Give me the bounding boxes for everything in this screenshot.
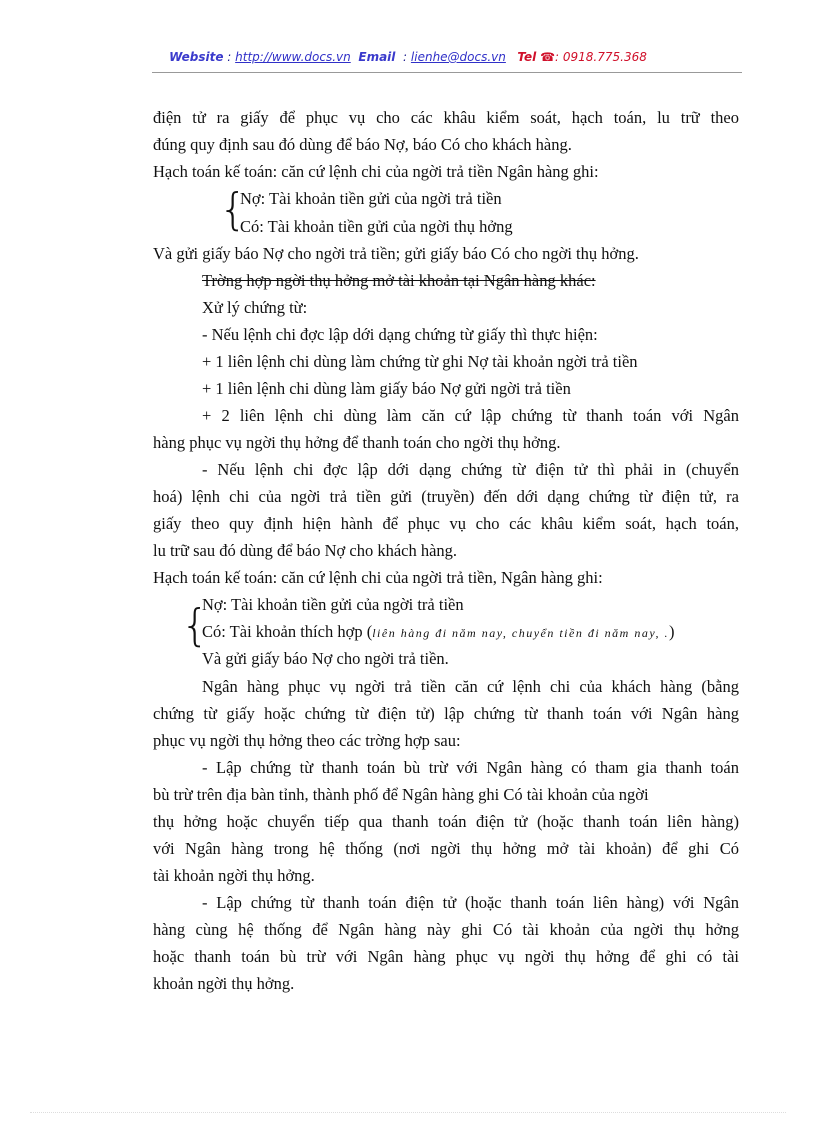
text-line: hoá) lệnh chi của ngời trả tiền gửi (truyền) đến dới dạng chứng từ điện tử, ra [153,487,739,506]
header-divider [152,72,742,73]
text-line: hàng phục vụ ngời thụ hởng để thanh toán cho ngời thụ hởng. [153,433,561,452]
text-line: điện tử ra giấy để phục vụ cho các khâu kiểm soát, hạch toán, lu trữ theo [153,108,739,127]
text-line: với Ngân hàng trong hệ thống (nơi ngời thụ hởng mở tài khoản) để ghi Có [153,839,739,858]
italic-note: liên hàng đi năm nay, chuyển tiền đi năm nay, . [372,626,669,640]
tel-label: Tel [517,50,537,64]
email-link[interactable]: lienhe@docs.vn [410,50,506,64]
text-line: phục vụ ngời thụ hởng theo các trờng hợp sau: [153,731,461,750]
text-line: Hạch toán kế toán: căn cứ lệnh chi của ngời trả tiền Ngân hàng ghi: [153,162,599,181]
website-label: Website [169,50,224,64]
text-line: chứng từ giấy hoặc chứng từ điện tử) lập chứng từ thanh toán với Ngân hàng [153,704,739,723]
text-line [202,621,675,644]
brace-icon: { [219,184,247,235]
text-line: + 1 liên lệnh chi dùng làm chứng từ ghi Nợ tài khoản ngời trả tiền [202,352,638,371]
text-line: Nợ: Tài khoản tiền gửi của ngời trả tiền [240,189,502,208]
text-line: hoặc thanh toán bù trừ với Ngân hàng phục vụ ngời thụ hởng để ghi có tài [153,947,739,966]
text-line: Có: Tài khoản tiền gửi của ngời thụ hởng [240,217,513,236]
text-line: lu trữ sau đó dùng để báo Nợ cho khách hàng. [153,541,458,560]
text-line: Và gửi giấy báo Nợ cho ngời trả tiền; gửi giấy báo Có cho ngời thụ hởng. [153,244,639,263]
section-heading: Trờng hợp ngời thụ hởng mở tài khoản tại Ngân hàng khác: [202,271,596,290]
text-line: giấy theo quy định hiện hành để phục vụ cho các khâu kiểm soát, hạch toán, [153,514,739,533]
text-line: Hạch toán kế toán: căn cứ lệnh chi của ngời trả tiền, Ngân hàng ghi: [153,568,603,587]
footer-divider [30,1112,786,1113]
text-line: thụ hởng hoặc chuyển tiếp qua thanh toán điện tử (hoặc thanh toán liên hàng) [153,812,739,831]
text-line: bù trừ trên địa bàn tỉnh, thành phố để Ngân hàng ghi Có tài khoản của ngời [153,785,649,804]
text-line: - Nếu lệnh chi đợc lập dới dạng chứng từ giấy thì thực hiện: [202,325,598,344]
text-line: + 2 liên lệnh chi dùng làm căn cứ lập chứng từ thanh toán với Ngân [202,406,739,425]
website-link[interactable]: http://www.docs.vn [235,50,351,64]
text-line: - Lập chứng từ thanh toán bù trừ với Ngân hàng có tham gia thanh toán [202,758,739,777]
text-line: khoản ngời thụ hởng. [153,974,295,993]
text-line: Xử lý chứng từ: [202,298,308,317]
email-label: Email [358,50,396,64]
page-header: Website : http://www.docs.vn Email : lienhe@docs.vn Tel ☎: 0918.775.368 [169,50,647,64]
text-line: + 1 liên lệnh chi dùng làm giấy báo Nợ gửi ngời trả tiền [202,379,571,398]
phone-number: : 0918.775.368 [555,50,647,64]
brace-icon: { [181,600,209,651]
text-line: đúng quy định sau đó dùng để báo Nợ, báo Có cho khách hàng. [153,135,572,154]
text-line: Và gửi giấy báo Nợ cho ngời trả tiền. [202,649,449,668]
text-line: - Nếu lệnh chi đợc lập dới dạng chứng từ điện tử thì phải in (chuyển [202,460,739,479]
text-fragment: Có: Tài khoản thích hợp ( [202,622,373,641]
phone-icon: ☎ [540,50,556,64]
text-line: Nợ: Tài khoản tiền gửi của ngời trả tiền [202,595,464,614]
text-line: tài khoản ngời thụ hởng. [153,866,315,885]
text-line: hàng cùng hệ thống để Ngân hàng này ghi Có tài khoản của ngời thụ hởng [153,920,739,939]
text-line: - Lập chứng từ thanh toán điện tử (hoặc thanh toán liên hàng) với Ngân [202,893,739,912]
text-fragment: ) [669,622,675,641]
text-line: Ngân hàng phục vụ ngời trả tiền căn cứ lệnh chi của khách hàng (bằng [202,677,739,696]
